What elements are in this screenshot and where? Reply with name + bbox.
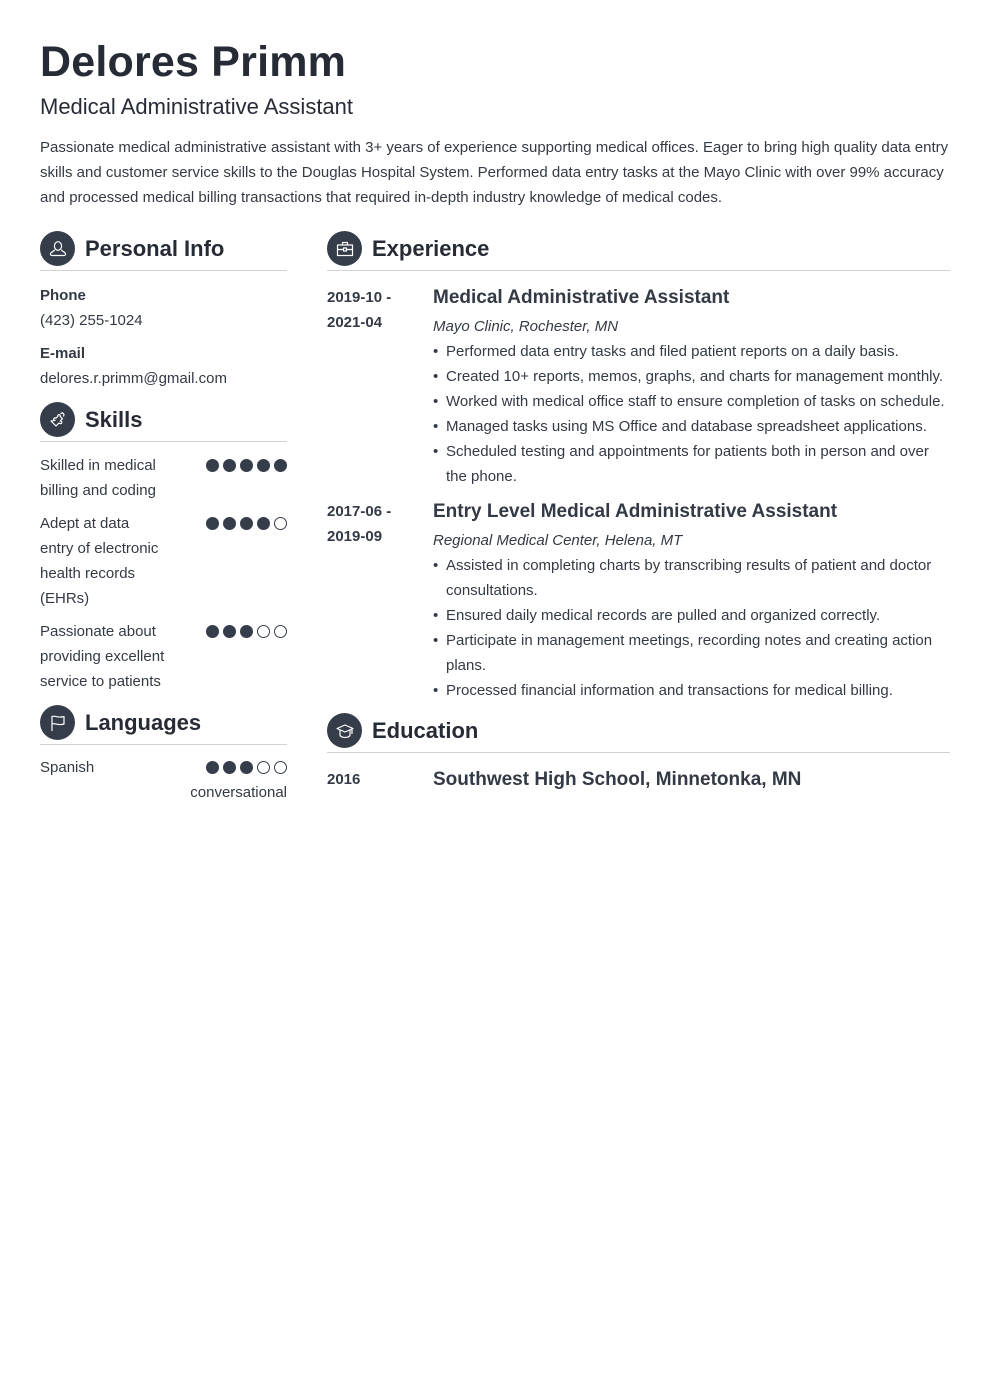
candidate-name: Delores Primm — [40, 38, 347, 86]
rating-dot-filled — [257, 459, 270, 472]
section-title: Skills — [85, 406, 143, 432]
section-header — [40, 402, 287, 442]
job-date-end: 2021-04 — [327, 314, 383, 331]
rating-dot-filled — [257, 517, 270, 530]
job-entry — [327, 499, 950, 703]
left-column — [40, 231, 287, 804]
bullet-item: • Assisted in completing charts by transcribing results of patient and doctor consultations. — [433, 553, 950, 603]
phone-label: Phone — [40, 287, 86, 304]
section-header — [327, 231, 950, 271]
puzzle-icon — [40, 402, 75, 437]
job-date-end: 2019-09 — [327, 528, 383, 545]
phone-field — [40, 283, 287, 333]
language-name: Spanish — [40, 759, 95, 776]
flag-icon — [40, 705, 75, 740]
skill-item — [40, 619, 287, 694]
section-header — [40, 705, 287, 745]
languages-section — [40, 705, 287, 804]
rating-dot-filled — [206, 761, 219, 774]
rating-dot-empty — [257, 761, 270, 774]
rating-dot-filled — [223, 761, 236, 774]
job-title: Medical Administrative Assistant — [433, 287, 730, 308]
job-company: Mayo Clinic, Rochester, MN — [433, 318, 619, 335]
rating-dot-filled — [240, 459, 253, 472]
rating-dot-filled — [240, 517, 253, 530]
job-company: Regional Medical Center, Helena, MT — [433, 532, 683, 549]
bullet-item: • Performed data entry tasks and filed patient reports on a daily basis. — [433, 339, 950, 364]
graduation-cap-icon — [327, 713, 362, 748]
bullet-item: • Managed tasks using MS Office and database spreadsheet applications. — [433, 414, 950, 439]
job-details — [433, 499, 950, 703]
experience-section — [327, 231, 950, 703]
rating-dot-empty — [274, 517, 287, 530]
skills-section — [40, 402, 287, 694]
bullet-item: • Processed financial information and transactions for medical billing. — [433, 678, 950, 703]
job-bullets — [433, 553, 950, 703]
section-title: Education — [372, 717, 479, 743]
summary: Passionate medical administrative assistant with 3+ years of experience supporting medical offices. Eager to bring high quality data entry skills and customer service skills to the Douglas Hospital System. Performed data entry tasks at the Mayo Clinic with over 99% accuracy and processed medical billing transactions that required in-depth industry knowledge of medical codes. — [40, 139, 949, 206]
bullet-item: • Scheduled testing and appointments for patients both in person and over the phone. — [433, 439, 950, 489]
education-school: Southwest High School, Minnetonka, MN — [433, 769, 802, 790]
section-title: Experience — [372, 235, 490, 261]
job-date-start: 2017-06 - — [327, 503, 392, 520]
language-item — [40, 756, 287, 781]
skill-rating — [206, 453, 287, 478]
rating-dot-filled — [223, 517, 236, 530]
rating-dot-filled — [206, 459, 219, 472]
email-value: delores.r.primm@gmail.com — [40, 370, 227, 387]
skill-item — [40, 511, 287, 611]
section-title: Languages — [85, 709, 202, 735]
rating-dot-filled — [240, 625, 253, 638]
bullet-item: • Worked with medical office staff to ensure completion of tasks on schedule. — [433, 389, 950, 414]
email-field — [40, 341, 287, 391]
candidate-title: Medical Administrative Assistant — [40, 94, 354, 119]
rating-dot-empty — [257, 625, 270, 638]
language-rating — [206, 756, 287, 781]
rating-dot-empty — [274, 625, 287, 638]
language-level: conversational — [190, 784, 287, 801]
section-header — [327, 713, 950, 753]
job-dates — [327, 499, 433, 703]
skill-name: Passionate about providing excellent service to patients — [40, 623, 165, 690]
rating-dot-empty — [274, 761, 287, 774]
section-header — [40, 231, 287, 271]
right-column — [327, 231, 950, 792]
job-bullets — [433, 339, 950, 489]
skill-rating — [206, 511, 287, 536]
rating-dot-filled — [274, 459, 287, 472]
rating-dot-filled — [223, 625, 236, 638]
education-entry — [327, 767, 950, 792]
skill-name: Skilled in medical billing and coding — [40, 457, 156, 499]
briefcase-icon — [327, 231, 362, 266]
rating-dot-filled — [240, 761, 253, 774]
job-details — [433, 285, 950, 489]
rating-dot-filled — [223, 459, 236, 472]
skill-name: Adept at data entry of electronic health records (EHRs) — [40, 515, 159, 607]
education-section — [327, 713, 950, 792]
job-dates — [327, 285, 433, 489]
job-entry — [327, 285, 950, 489]
user-icon — [40, 231, 75, 266]
rating-dot-filled — [206, 625, 219, 638]
bullet-item: • Created 10+ reports, memos, graphs, and charts for management monthly. — [433, 364, 950, 389]
email-label: E-mail — [40, 345, 86, 362]
personal-info-section — [40, 231, 287, 391]
job-date-start: 2019-10 - — [327, 289, 392, 306]
education-date: 2016 — [327, 771, 361, 788]
bullet-item: • Ensured daily medical records are pulled and organized correctly. — [433, 603, 950, 628]
skill-item — [40, 453, 287, 503]
job-title: Entry Level Medical Administrative Assistant — [433, 501, 838, 522]
skill-rating — [206, 619, 287, 644]
phone-value: (423) 255-1024 — [40, 312, 143, 329]
section-title: Personal Info — [85, 235, 225, 261]
rating-dot-filled — [206, 517, 219, 530]
bullet-item: • Participate in management meetings, recording notes and creating action plans. — [433, 628, 950, 678]
